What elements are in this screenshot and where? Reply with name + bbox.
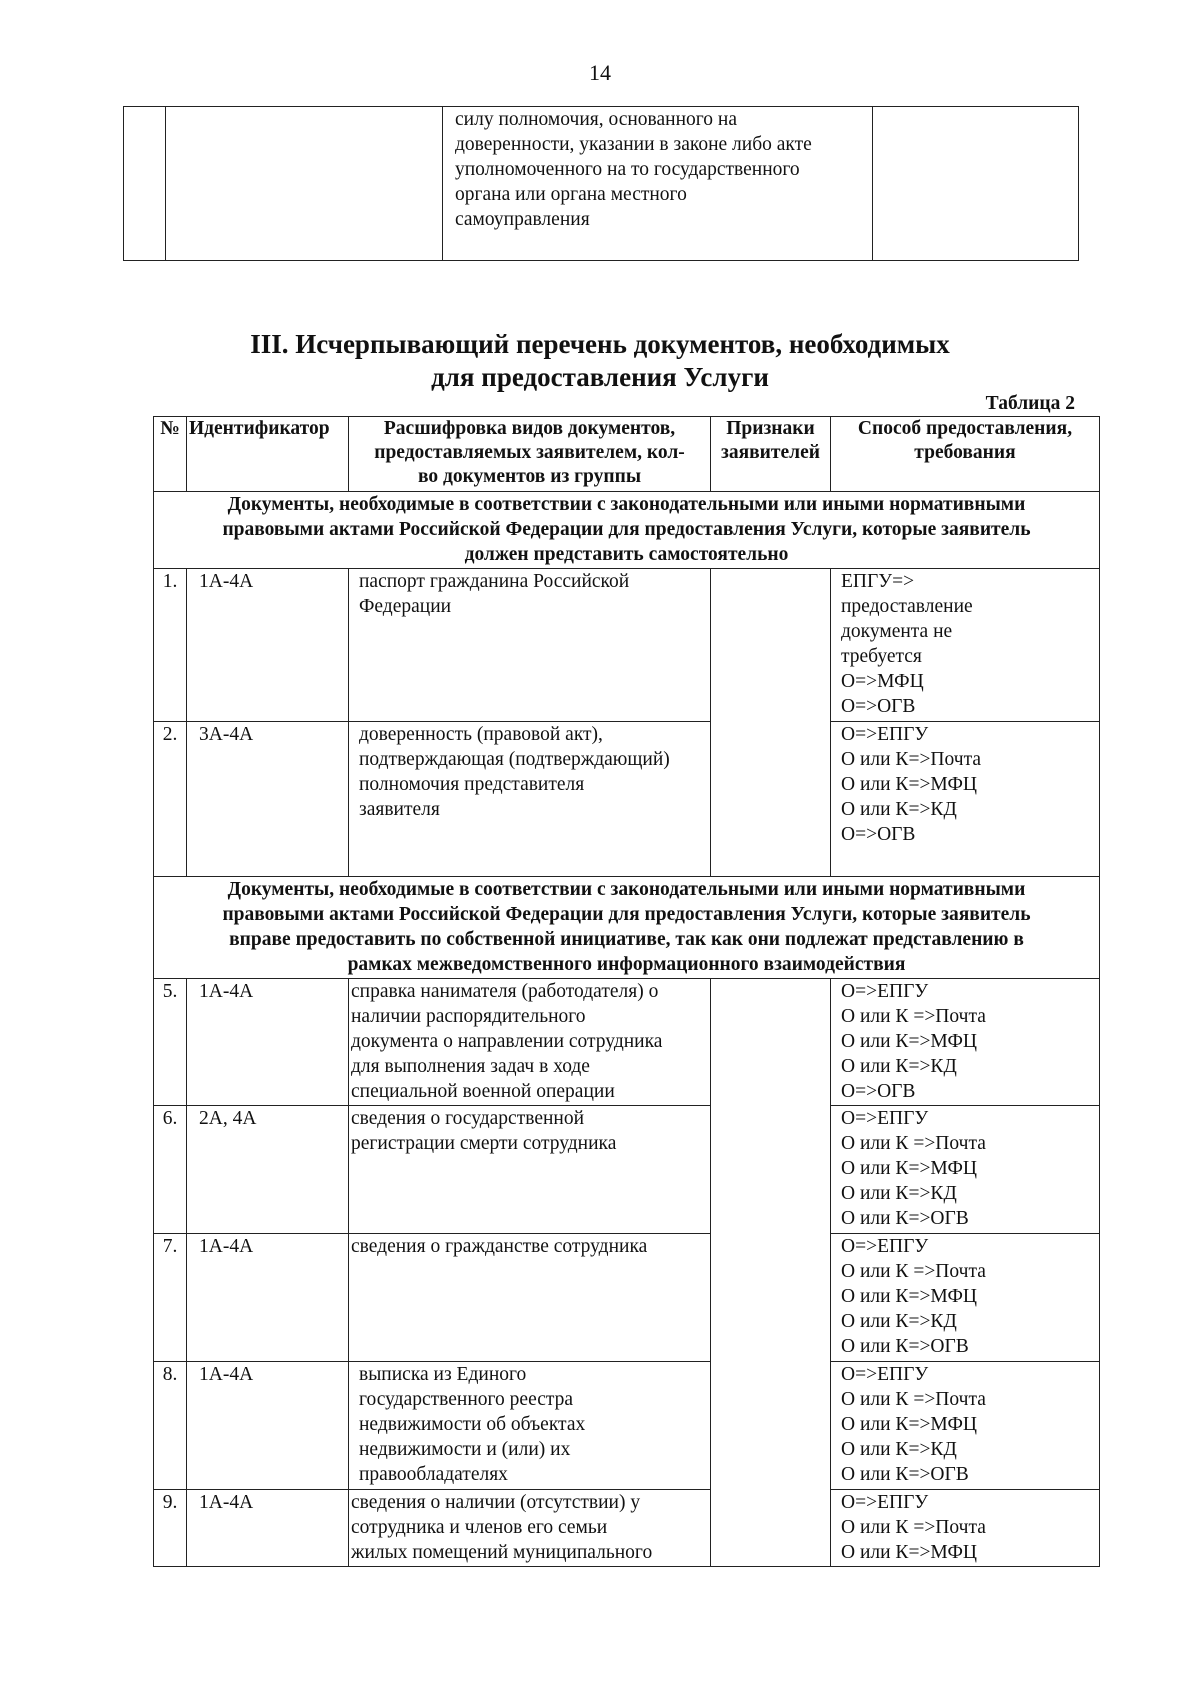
- continuation-table: [123, 106, 1079, 261]
- row-description: сведения о наличии (отсутствии) у сотрудника и членов его семьи жилых помещений муниципального: [349, 1490, 711, 1567]
- table-caption: Таблица 2: [985, 393, 1075, 414]
- row-method: О=>ЕПГУ О или К =>Почта О или К=>МФЦ О или К=>КД О или К=>ОГВ: [831, 1106, 1100, 1234]
- row-number: 5.: [154, 979, 187, 1106]
- table-row: [154, 979, 1100, 1106]
- row-method: О=>ЕПГУ О или К =>Почта О или К=>МФЦ О или К=>КД О или К=>ОГВ: [831, 1362, 1100, 1490]
- row-method: О=>ЕПГУ О или К=>Почта О или К=>МФЦ О или К=>КД О=>ОГВ: [831, 722, 1100, 877]
- row-number: 1.: [154, 569, 187, 722]
- header-signs: Признаки заявителей: [711, 417, 831, 492]
- row-signs: [711, 569, 831, 877]
- row-method: О=>ЕПГУ О или К =>Почта О или К=>МФЦ О или К=>КД О=>ОГВ: [831, 979, 1100, 1106]
- row-description: справка нанимателя (работодателя) о наличии распорядительного документа о направлении сотрудника для выполнения задач в ходе специальной военной операции: [349, 979, 711, 1106]
- row-number: 7.: [154, 1234, 187, 1362]
- row-identifier: 1А-4А: [187, 569, 349, 722]
- row-identifier: 1А-4А: [187, 1362, 349, 1490]
- group-heading: Документы, необходимые в соответствии с законодательными или иными нормативными правовыми актами Российской Федерации для предоставления Услуги, которые заявитель вправе предоставить по собственной инициативе, так как они подлежат представлению в рамках межведомственного информационного взаимодействия: [154, 877, 1100, 979]
- table-row: [124, 107, 1079, 261]
- header-method: Способ предоставления, требования: [831, 417, 1100, 492]
- row-number: 9.: [154, 1490, 187, 1567]
- table-row: [154, 1234, 1100, 1362]
- documents-table: [153, 416, 1100, 1567]
- row-description: паспорт гражданина Российской Федерации: [349, 569, 711, 722]
- table-row: [154, 1362, 1100, 1490]
- table-row: [154, 569, 1100, 722]
- table-row: [154, 722, 1100, 877]
- section-title-line: для предоставления Услуги: [431, 362, 769, 392]
- table-row: [154, 1490, 1100, 1567]
- row-identifier: 1А-4А: [187, 1234, 349, 1362]
- header-num: №: [154, 417, 187, 492]
- row-description: сведения о гражданстве сотрудника: [349, 1234, 711, 1362]
- row-number: 6.: [154, 1106, 187, 1234]
- row-description: доверенность (правовой акт), подтверждающая (подтверждающий) полномочия представителя заявителя: [349, 722, 711, 877]
- row-number: 8.: [154, 1362, 187, 1490]
- table-header-row: [154, 417, 1100, 492]
- group-heading-row: [154, 492, 1100, 569]
- row-method: ЕПГУ=> предоставление документа не требуется О=>МФЦ О=>ОГВ: [831, 569, 1100, 722]
- group-heading-row: [154, 877, 1100, 979]
- table-row: [154, 1106, 1100, 1234]
- row-identifier: 1А-4А: [187, 1490, 349, 1567]
- group-heading: Документы, необходимые в соответствии с законодательными или иными нормативными правовыми актами Российской Федерации для предоставления Услуги, которые заявитель должен представить самостоятельно: [154, 492, 1100, 569]
- row-identifier: 3А-4А: [187, 722, 349, 877]
- table-cell: [166, 107, 443, 261]
- row-description: сведения о государственной регистрации смерти сотрудника: [349, 1106, 711, 1234]
- table-cell: [873, 107, 1079, 261]
- row-identifier: 2А, 4А: [187, 1106, 349, 1234]
- row-number: 2.: [154, 722, 187, 877]
- row-description: выписка из Единого государственного реестра недвижимости об объектах недвижимости и (или) их правообладателях: [349, 1362, 711, 1490]
- row-method: О=>ЕПГУ О или К =>Почта О или К=>МФЦ О или К=>КД О или К=>ОГВ: [831, 1234, 1100, 1362]
- row-signs: [711, 979, 831, 1567]
- section-title-line: III. Исчерпывающий перечень документов, необходимых: [250, 329, 950, 359]
- page-number: 14: [589, 60, 611, 85]
- table-cell: [124, 107, 166, 261]
- row-method: О=>ЕПГУ О или К =>Почта О или К=>МФЦ: [831, 1490, 1100, 1567]
- row-identifier: 1А-4А: [187, 979, 349, 1106]
- section-title: [0, 328, 1200, 394]
- header-description: Расшифровка видов документов, предоставляемых заявителем, кол- во документов из группы: [349, 417, 711, 492]
- header-identifier: Идентификатор: [187, 417, 349, 492]
- continuation-text: силу полномочия, основанного на доверенности, указании в законе либо акте уполномоченного на то государственного органа или органа местного самоуправления: [443, 107, 873, 261]
